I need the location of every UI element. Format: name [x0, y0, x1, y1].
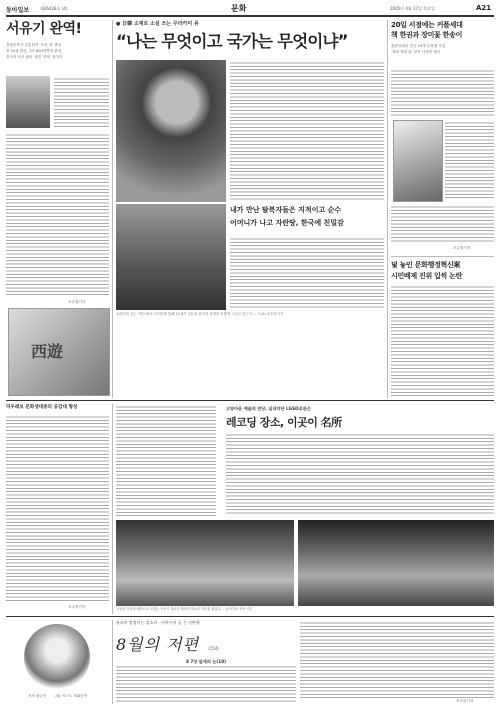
col-divider-3 [112, 404, 113, 614]
issue-number: 제26428호 (4) [40, 6, 68, 11]
right-byline: 조수영기자 [453, 246, 471, 250]
left-story [6, 20, 109, 398]
lower-rule [6, 400, 494, 401]
left-deck: 전원문학가 임홍빈서 '조선 경' 출실 중 10권 완간, 1만 800여쪽의 완성 중국어 어시 원어 '원본 직역' 전이다 [6, 43, 63, 59]
photo-caption: 무라카미 류는 '반도에서 나가라'를 통해 21세기 일본과 한국의 관계를 어떻게 그리고 있는가 … 도쿄=조수영기자 [116, 312, 284, 316]
right-mid-subhead: 시민배제 진위 입씩 논란 [391, 272, 463, 280]
main-body-bottom [230, 236, 384, 310]
lower-center-headline: 레코딩 장소, 이곳이 名所 [226, 416, 342, 429]
lower-center-story [116, 404, 494, 614]
serial-header [116, 620, 296, 704]
serial-number: (154) [208, 646, 219, 651]
serial-title: 8월의 저편 [116, 635, 200, 654]
serial-body-left [116, 664, 296, 704]
serial-illustration [24, 624, 90, 690]
serial-body-right [300, 620, 494, 698]
concert-hall-photo-1 [116, 520, 294, 606]
author-portrait [116, 60, 226, 202]
left-headline: 서유기 완역! [6, 21, 82, 37]
right-subhead: 책 한권과 장미꽃 한송이 [391, 31, 463, 39]
serial-illustration-label: 서씨 광규진 그림 이스트 저와한작 [27, 694, 88, 698]
right-body-2 [445, 120, 494, 200]
serial-rule [6, 616, 494, 617]
right-body-3 [391, 204, 494, 244]
col-divider-4 [112, 620, 113, 704]
serial-byline: 조수영기자 [456, 699, 474, 703]
left-byline: 조수영기자 [68, 300, 86, 304]
paper-name: 동아일보 [6, 7, 30, 14]
page-number: A21 [476, 4, 492, 12]
main-kicker: ● 日韓 소재로 소설 쓰는 무라카미 류 [116, 21, 199, 27]
col-divider-2 [387, 20, 388, 398]
right-mid-headline: 덫 놓인 문화행정혁신案 [391, 261, 461, 269]
book-image [393, 120, 443, 202]
serial-chapter: 8 7장 앞세의 눈(10) [185, 659, 227, 664]
right-deck: 출판인회의 전국 10개 문화행 사업 '세계 책의 날' 맞아 다양한 행사 [391, 44, 446, 54]
lower-left-headline: 덕우레보 문화생대중의 공감대 형성 [6, 405, 78, 410]
col-divider-1 [112, 20, 113, 398]
left-body-top [54, 76, 109, 128]
serial-title-row [116, 632, 296, 655]
main-headline: “나는 무엇이고 국가는 무엇이냐” [116, 32, 348, 51]
lower-center-caption: 고양의 가운데 예인으로 모였는 신선이 새로운 레코딩 명소로 자리를 잡았다 … 동아일보 자료 사진 [116, 607, 253, 611]
serial-illustration-box [6, 620, 109, 704]
lower-center-body-left [116, 404, 216, 516]
left-body [6, 132, 109, 297]
book-cover-image: 西遊 [8, 308, 110, 396]
masthead [6, 3, 494, 15]
pull-quote: 내가 만난 탈북자들은 지적이고 순수 어머니가 나고 자란땅, 한국에 친밀감 [230, 206, 344, 227]
masthead-rule [6, 15, 494, 17]
main-body-top [230, 60, 384, 202]
right-divider [391, 256, 494, 257]
lower-left-byline: 조수영기자 [68, 605, 86, 609]
author-portrait-lower [116, 204, 226, 310]
translator-portrait [6, 76, 50, 128]
right-mid-body [391, 284, 494, 398]
serial-kicker: 유리의 말랑이는 장소의 · 이야기의 공 긴 지면에 [116, 620, 200, 625]
right-story [391, 20, 494, 398]
section-title: 문화 [231, 4, 247, 13]
issue-date: 2005년 4월 17일 목요일 [390, 6, 435, 11]
right-headline: 20일 서점에는 커플세대 [391, 21, 463, 29]
main-feature [116, 20, 384, 398]
lower-center-kicker: 고양아운 예술의 전당, 실내악단 LGSO로관은 [226, 406, 311, 411]
lower-left-body [6, 414, 109, 602]
lower-center-body-right [226, 432, 494, 516]
concert-hall-photo-2 [298, 520, 494, 606]
right-body [391, 68, 494, 118]
lower-left-story [6, 404, 109, 614]
